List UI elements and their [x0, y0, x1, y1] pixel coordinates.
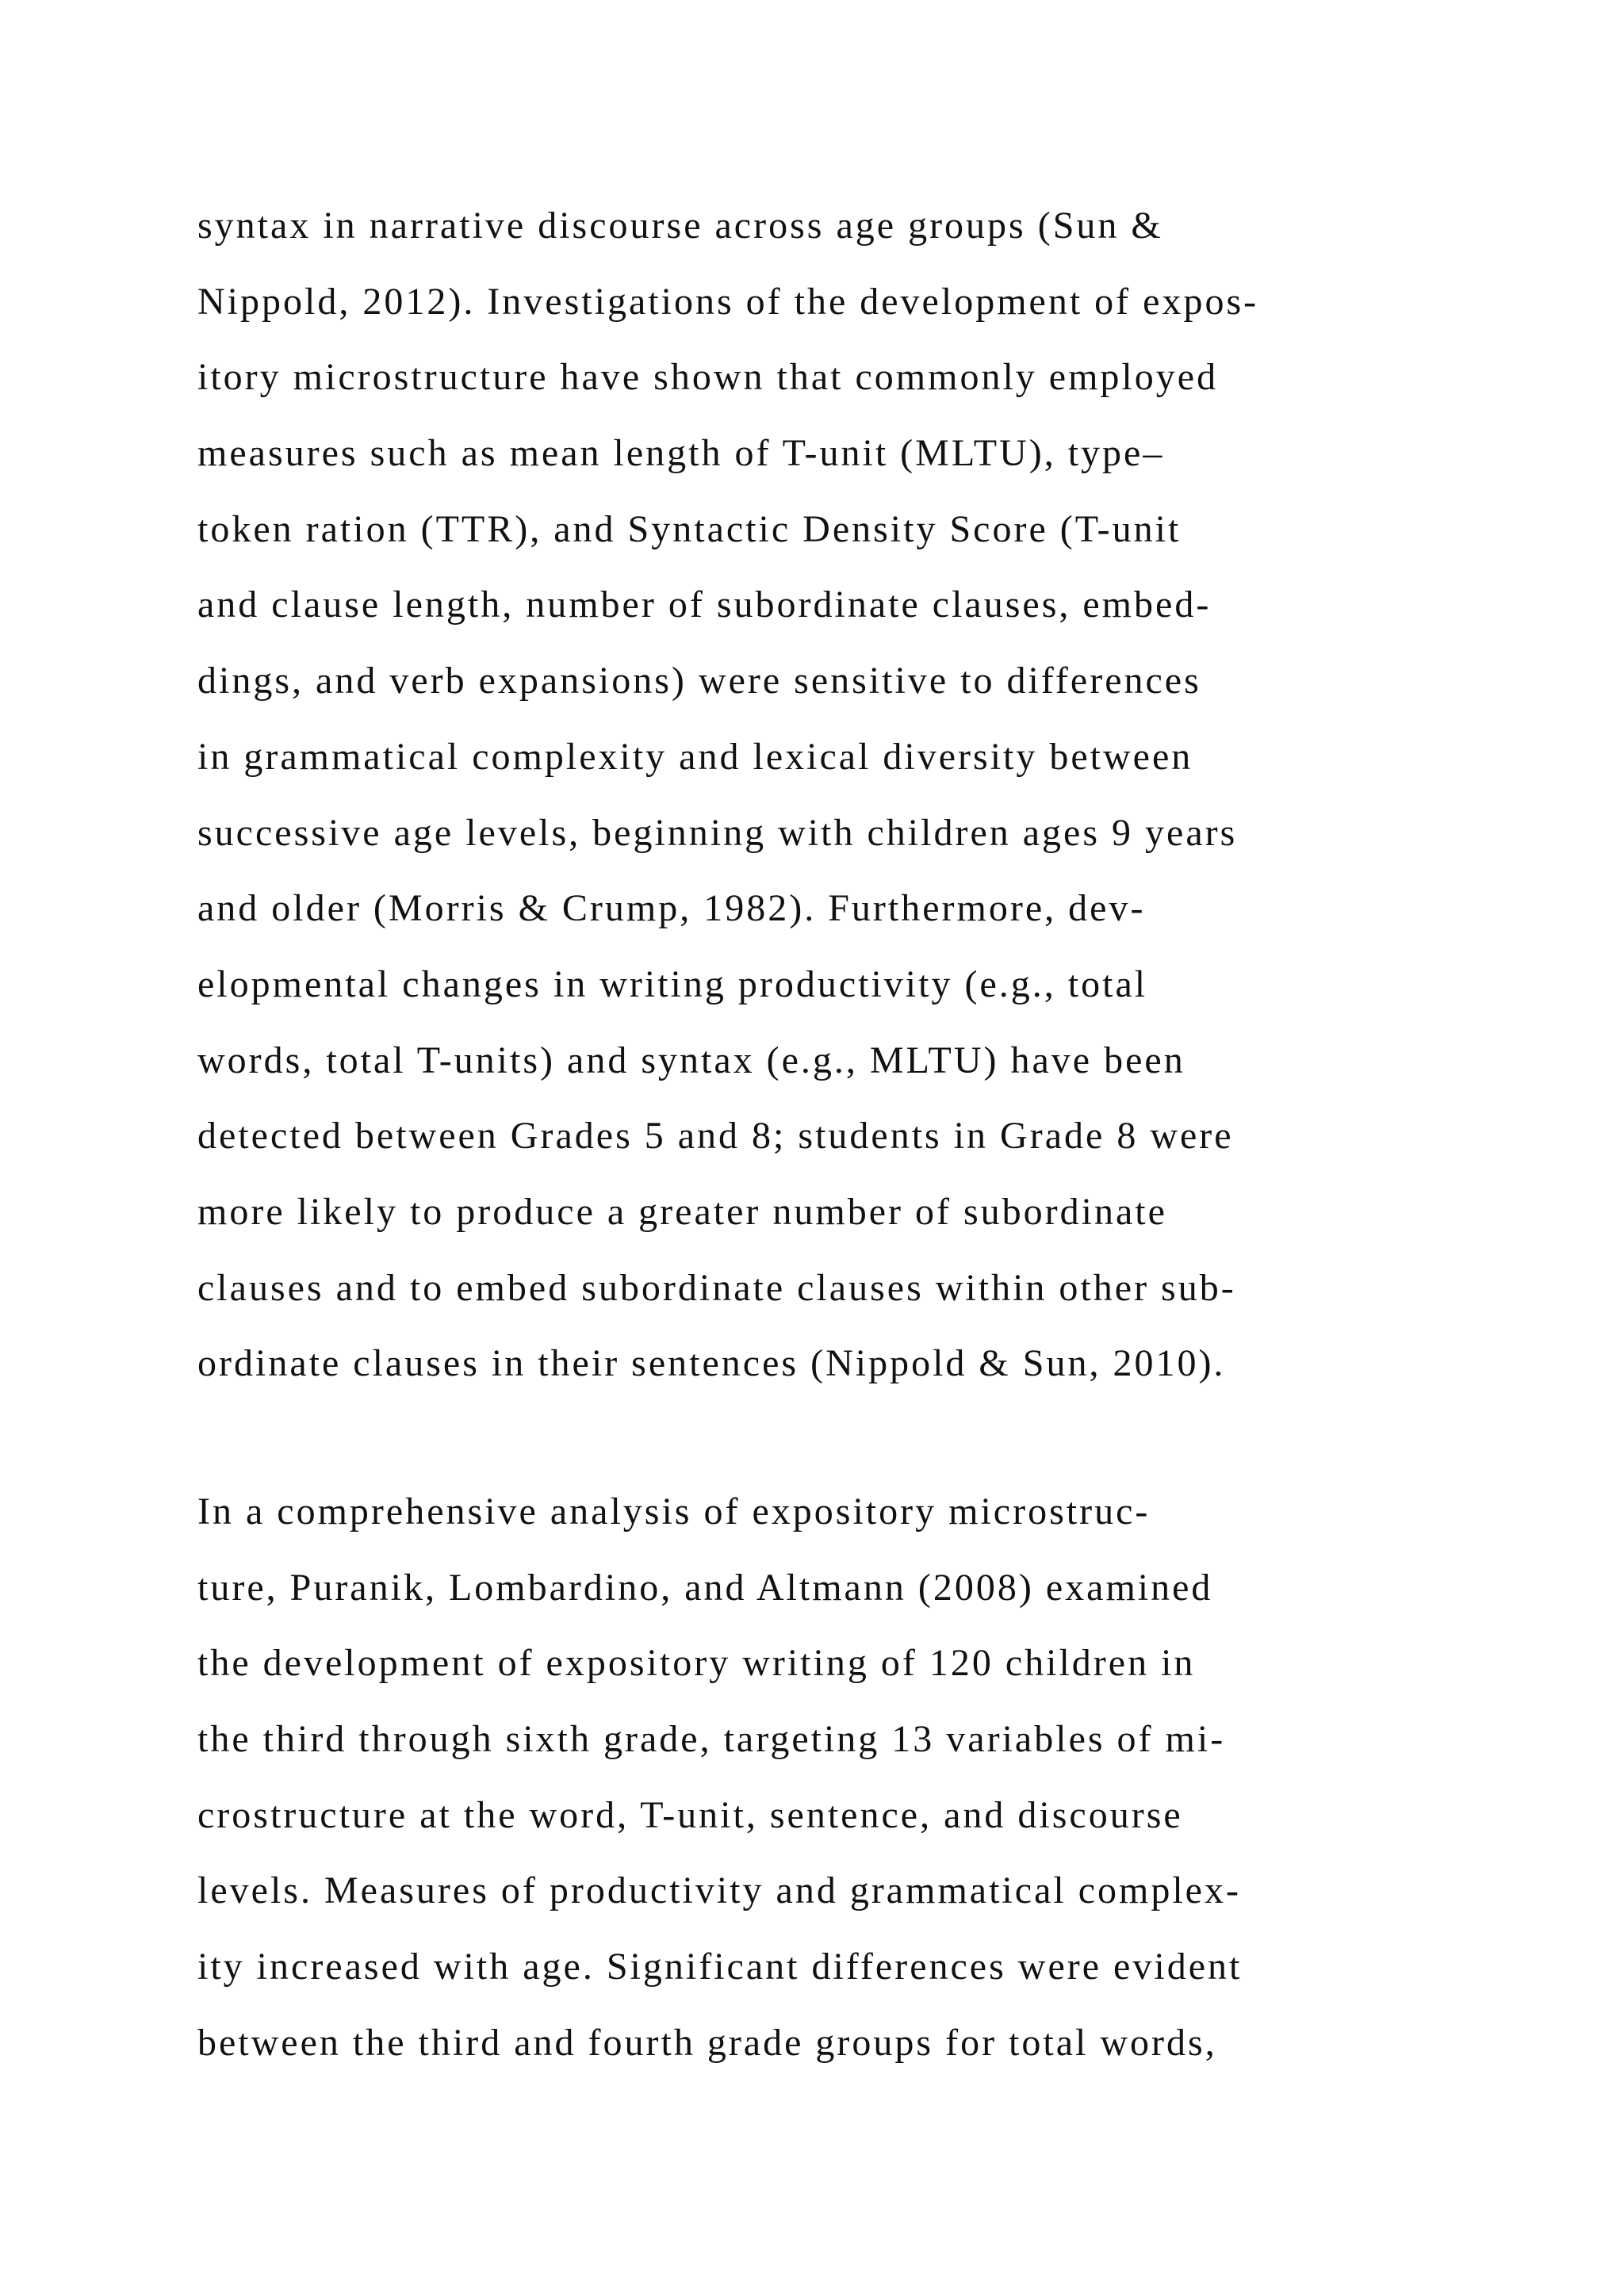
paragraph-line: token ration (TTR), and Syntactic Density Score (T-unit [197, 507, 1182, 550]
paragraph-line: elopmental changes in writing productivity (e.g., total [197, 962, 1148, 1005]
paragraph-line: and clause length, number of subordinate clauses, embed- [197, 584, 1212, 626]
paragraph-line: between the third and fourth grade groups for total words, [197, 2021, 1217, 2064]
paragraph-line: measures such as mean length of T-unit (MLTU), type– [197, 432, 1165, 475]
paragraph-line: ordinate clauses in their sentences (Nippold & Sun, 2010). [197, 1342, 1226, 1385]
paragraph-line: crostructure at the word, T-unit, sentence, and discourse [197, 1793, 1183, 1836]
paragraph-line: detected between Grades 5 and 8; students in Grade 8 were [197, 1115, 1234, 1158]
paragraph-line: ity increased with age. Significant differences were evident [197, 1946, 1243, 1988]
paragraph-line: Nippold, 2012). Investigations of the development of expos- [197, 280, 1259, 323]
paragraph-line: itory microstructure have shown that commonly employed [197, 356, 1219, 399]
paragraph-line: In a comprehensive analysis of expository microstruc- [197, 1490, 1151, 1533]
paragraph-line: dings, and verb expansions) were sensitive to differences [197, 660, 1201, 702]
paragraph-line: and older (Morris & Crump, 1982). Furthermore, dev- [197, 887, 1146, 930]
paragraph-1 [197, 188, 1434, 1402]
paragraph-line: more likely to produce a greater number of subordinate [197, 1190, 1167, 1233]
paragraph-line: levels. Measures of productivity and grammatical complex- [197, 1869, 1241, 1912]
paragraph-2 [197, 1474, 1434, 2081]
paragraph-line: words, total T-units) and syntax (e.g., MLTU) have been [197, 1039, 1185, 1081]
paragraph-line: successive age levels, beginning with children ages 9 years [197, 811, 1238, 854]
paragraph-line: ture, Puranik, Lombardino, and Altmann (2008) examined [197, 1566, 1213, 1609]
paragraph-line: syntax in narrative discourse across age groups (Sun & [197, 205, 1163, 247]
paragraph-line: the third through sixth grade, targeting 13 variables of mi- [197, 1718, 1226, 1761]
paragraph-line: clauses and to embed subordinate clauses within other sub- [197, 1266, 1236, 1309]
paragraph-line: the development of expository writing of 120 children in [197, 1642, 1196, 1685]
paragraph-line: in grammatical complexity and lexical diversity between [197, 735, 1193, 778]
